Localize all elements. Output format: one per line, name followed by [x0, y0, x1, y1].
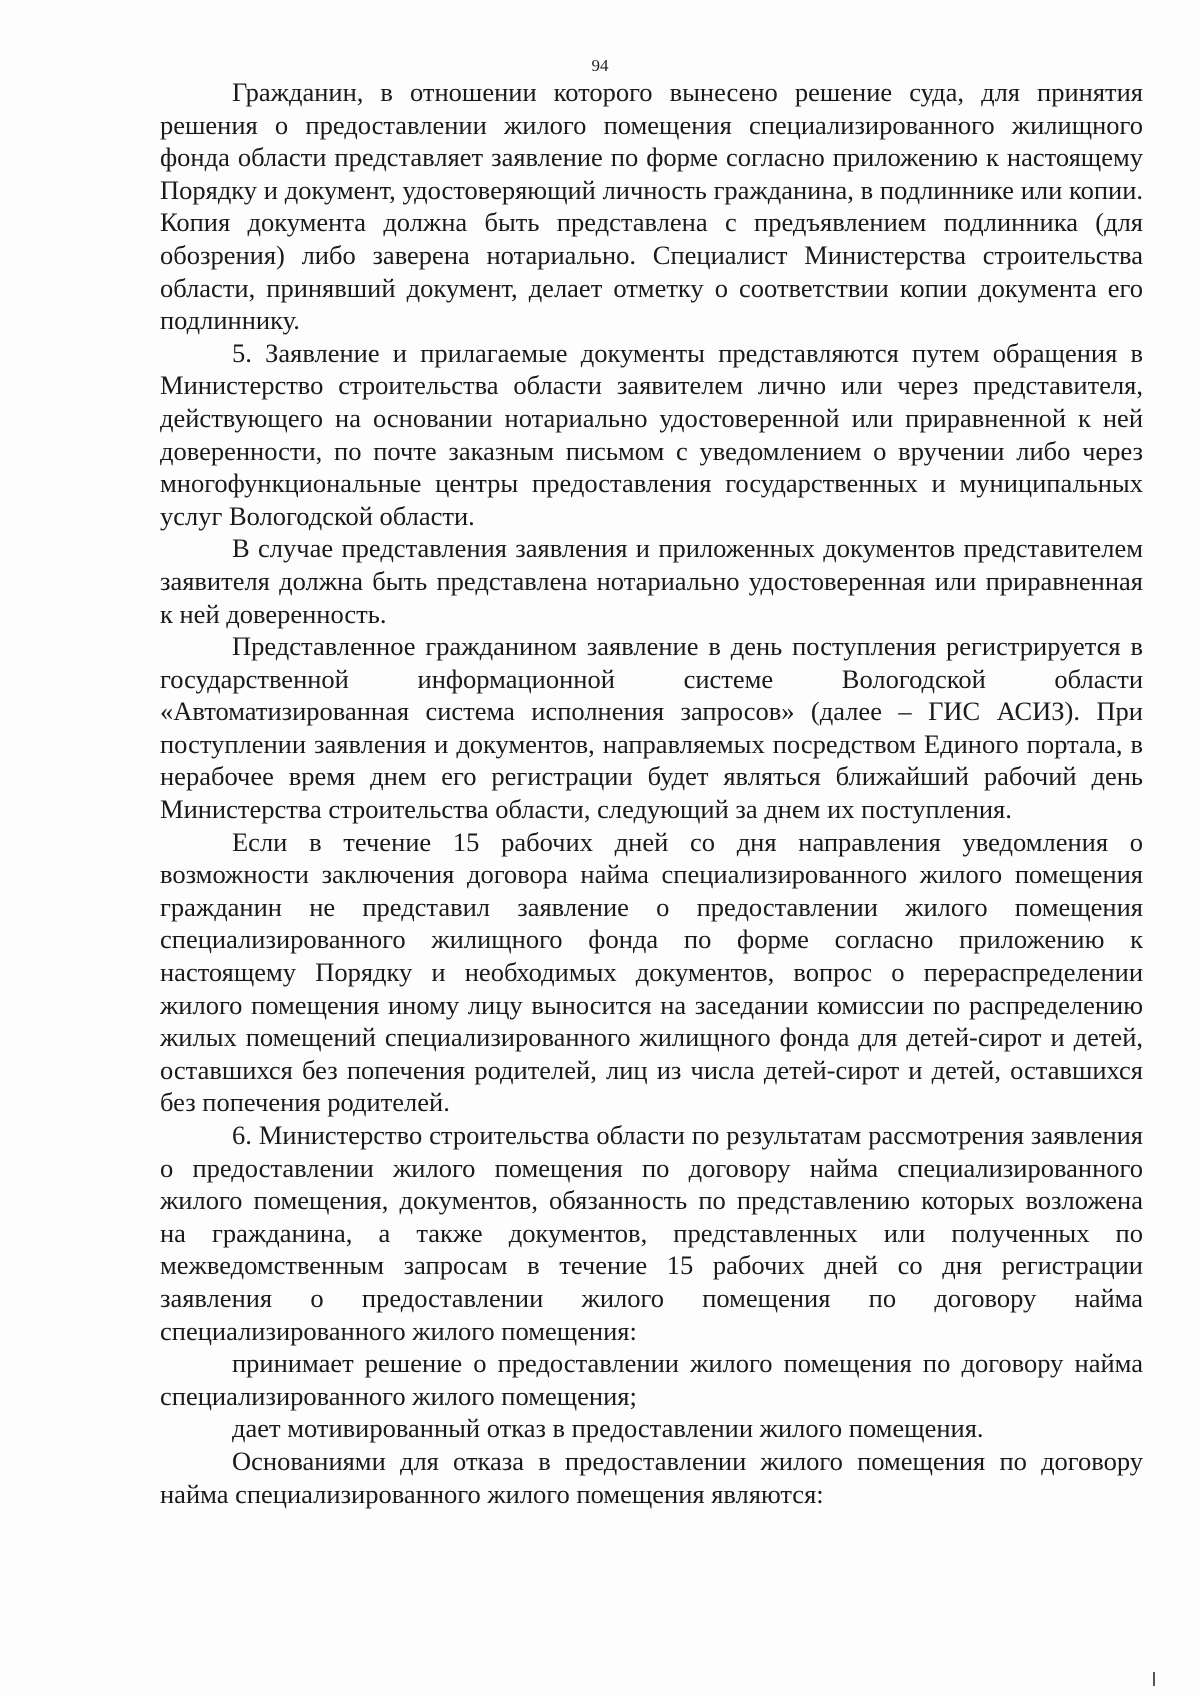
paragraph-citizen-application: Гражданин, в отношении которого вынесено решение суда, для принятия решения о предоставлении жилого помещения специализированного жилищного фонда области представляет заявление по форме согласно приложению к настоящему Порядку и документ, удостоверяющий личность гражданина, в подлиннике или копии. Копия документа должна быть представлена с предъявлением подлинника (для обозрения) либо заверена нотариально. Специалист Министерства строительства области, принявший документ, делает отметку о соответствии копии документа его подлиннику.	[160, 77, 1143, 336]
paragraph-refusal: дает мотивированный отказ в предоставлении жилого помещения.	[232, 1413, 984, 1444]
paragraph-item-6: 6. Министерство строительства области по результатам рассмотрения заявления о предоставлении жилого помещения по договору найма специализированного жилого помещения, документов, обязанность по представлению которых возложена на гражданина, а также документов, представленных или полученных по межведомственным запросам в течение 15 рабочих дней со дня регистрации заявления о предоставлении жилого помещения по договору найма специализированного жилого помещения:	[160, 1120, 1143, 1346]
scan-speck	[1153, 1672, 1155, 1686]
paragraph-grounds: Основаниями для отказа в предоставлении жилого помещения по договору найма специализированного жилого помещения являются:	[160, 1445, 1143, 1509]
paragraph-registration: Представленное гражданином заявление в день поступления регистрируется в государственной информационной системе Вологодской области «Автоматизированная система исполнения запросов» (далее – ГИС АСИЗ). При поступлении заявления и документов, направляемых посредством Единого портала, в нерабочее время днем его регистрации будет являться ближайший рабочий день Министерства строительства области, следующий за днем их поступления.	[160, 631, 1143, 825]
body-text	[160, 76, 1143, 1510]
paragraph-decision: принимает решение о предоставлении жилого помещения по договору найма специализированного жилого помещения;	[160, 1348, 1143, 1411]
paragraph-representative: В случае представления заявления и приложенных документов представителем заявителя должна быть представлена нотариально удостоверенная или приравненная к ней доверенность.	[160, 533, 1143, 629]
paragraph-item-5: 5. Заявление и прилагаемые документы представляются путем обращения в Министерство строительства области заявителем лично или через представителя, действующего на основании нотариально удостоверенной или приравненной к ней доверенности, по почте заказным письмом с уведомлением о вручении либо через многофункциональные центры предоставления государственных и муниципальных услуг Вологодской области.	[160, 337, 1143, 531]
paragraph-15-days: Если в течение 15 рабочих дней со дня направления уведомления о возможности заключения договора найма специализированного жилого помещения гражданин не представил заявление о предоставлении жилого помещения специализированного жилищного фонда по форме согласно приложению к настоящему Порядку и необходимых документов, вопрос о перераспределении жилого помещения иному лицу выносится на заседании комиссии по распределению жилых помещений специализированного жилищного фонда для детей-сирот и детей, оставшихся без попечения родителей, лиц из числа детей-сирот и детей, оставшихся без попечения родителей.	[160, 826, 1143, 1118]
page-number: 94	[591, 56, 609, 75]
